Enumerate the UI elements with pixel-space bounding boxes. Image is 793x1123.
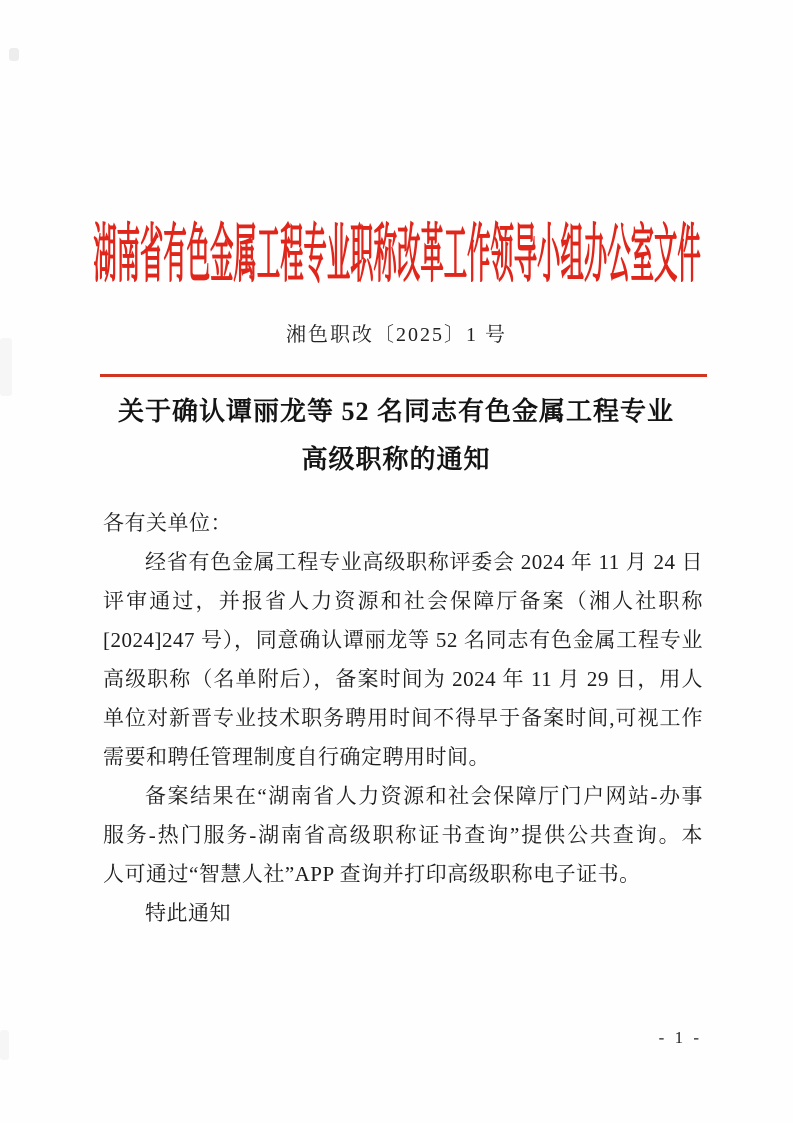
body-line: 人可通过“智慧人社”APP 查询并打印高级职称电子证书。 xyxy=(103,862,641,886)
masthead-title: 湖南省有色金属工程专业职称改革工作领导小组办公室文件 xyxy=(92,219,701,290)
scan-artifact xyxy=(9,48,19,61)
doc-number: 湘色职改〔2025〕1 号 xyxy=(286,324,507,346)
masthead xyxy=(0,221,793,289)
salutation: 各有关单位： xyxy=(103,511,232,535)
body-line: 需要和聘任管理制度自行确定聘用时间。 xyxy=(103,745,490,769)
body-line: [2024]247 号），同意确认谭丽龙等 52 名同志有色金属工程专业 xyxy=(103,628,703,652)
red-separator-line xyxy=(100,374,707,377)
body-line: 单位对新晋专业技术职务聘用时间不得早于备案时间,可视工作 xyxy=(103,706,703,730)
body-line: 经省有色金属工程专业高级职称评委会 2024 年 11 月 24 日 xyxy=(145,550,703,574)
scan-artifact xyxy=(0,1030,9,1060)
body-line: 服务-热门服务-湖南省高级职称证书查询”提供公共查询。本 xyxy=(103,823,703,847)
notice-title-line2: 高级职称的通知 xyxy=(301,445,491,474)
body-line: 高级职称（名单附后），备案时间为 2024 年 11 月 29 日，用人 xyxy=(103,667,703,691)
closing: 特此通知 xyxy=(145,901,231,925)
page-number: - 1 - xyxy=(658,1028,702,1047)
notice-title xyxy=(96,388,696,484)
body-text xyxy=(103,504,703,933)
notice-title-line1: 关于确认谭丽龙等 52 名同志有色金属工程专业 xyxy=(117,397,674,426)
body-line: 评审通过，并报省人力资源和社会保障厅备案（湘人社职称 xyxy=(103,589,703,613)
body-line: 备案结果在“湖南省人力资源和社会保障厅门户网站-办事 xyxy=(145,784,703,808)
